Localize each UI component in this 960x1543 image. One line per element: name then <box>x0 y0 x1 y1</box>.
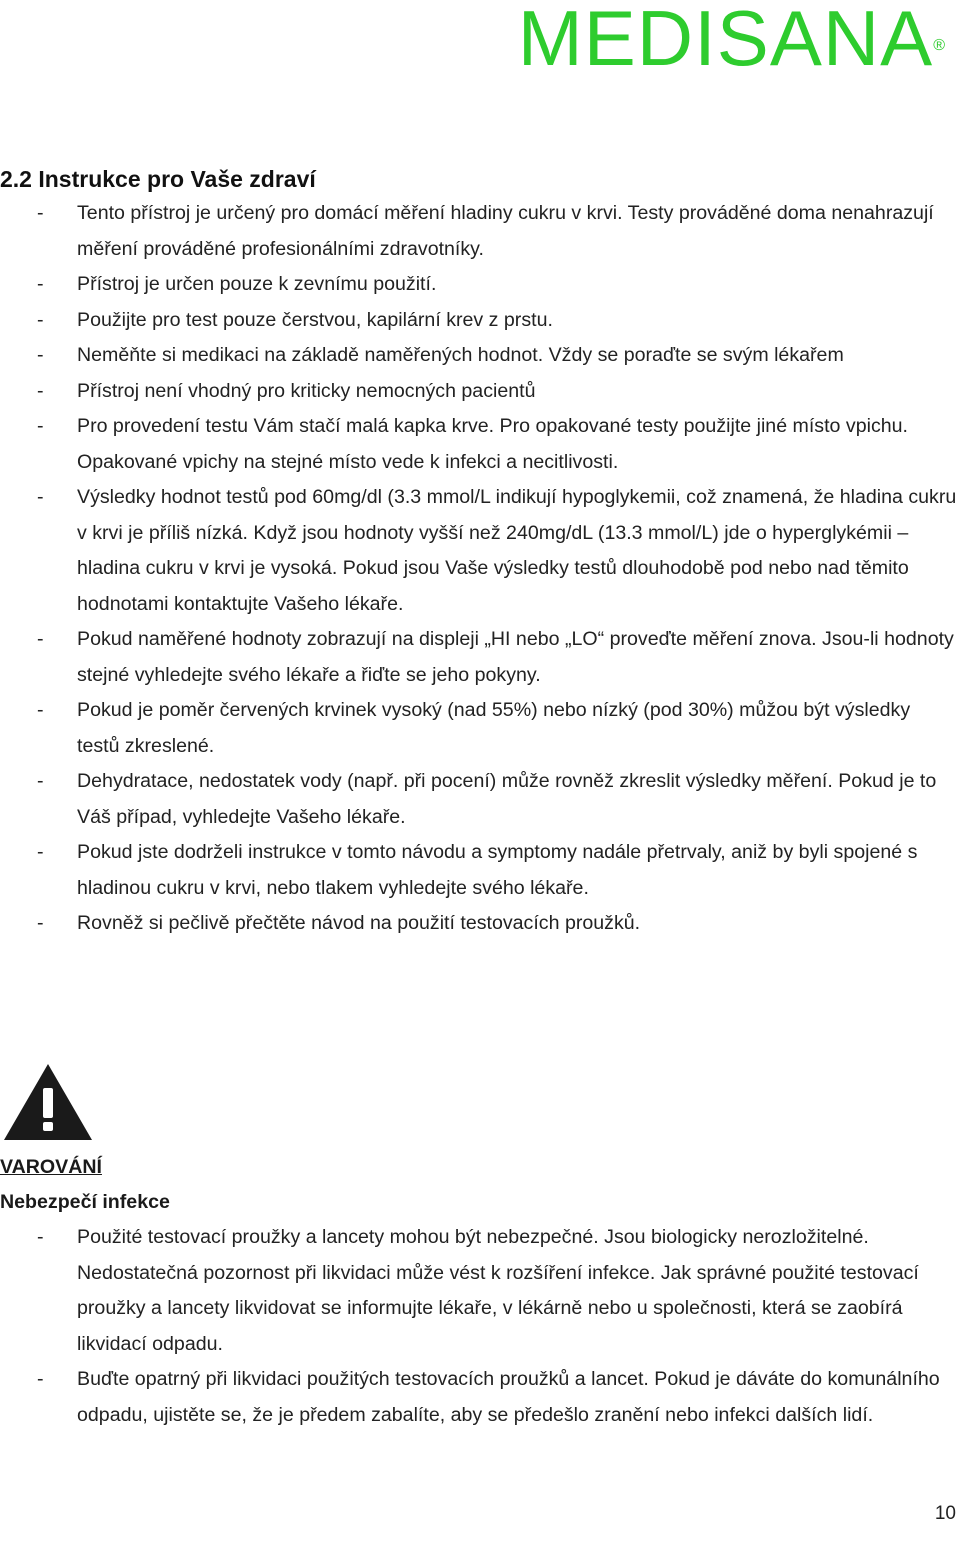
list-item: - Použité testovací proužky a lancety mohou být nebezpečné. Jsou biologicky nerozložitelné. Nedostatečná pozornost při likvidaci může vést k rozšíření infekce. Jak správné použité testovací proužky a lancety likvidovat se informujte lékaře, v lékárně nebo u společnosti, která se zaobírá likvidací odpadu. <box>37 1226 919 1355</box>
list-item: - Přístroj je určen pouze k zevnímu použití. <box>37 273 437 295</box>
instructions-list <box>0 196 960 942</box>
list-item: - Výsledky hodnot testů pod 60mg/dl (3.3 mmol/L indikují hypoglykemii, což znamená, že hladina cukru v krvi je příliš nízká. Když jsou hodnoty vyšší než 240mg/dL (13.3 mmol/L) jde o hyperglykémii – hladina cukru v krvi je vysoká. Pokud jsou Vaše výsledky testů dlouhodobě pod nebo nad těmito hodnotami kontaktujte Vašeho lékaře. <box>37 486 957 615</box>
health-instructions-section <box>0 162 960 942</box>
list-item: - Neměňte si medikaci na základě naměřených hodnot. Vždy se poraďte se svým lékařem <box>37 344 844 366</box>
list-item: - Pokud je poměr červených krvinek vysoký (nad 55%) nebo nízký (pod 30%) můžou být výsledky testů zkreslené. <box>37 699 911 757</box>
warning-list <box>0 1220 960 1433</box>
list-item: - Rovněž si pečlivě přečtěte návod na použití testovacích proužků. <box>37 912 641 934</box>
list-item: - Pro provedení testu Vám stačí malá kapka krve. Pro opakované testy použijte jiné místo vpichu. Opakované vpichy na stejné místo vede k infekci a necitlivosti. <box>37 415 908 473</box>
warning-title: VAROVÁNÍ <box>0 1156 102 1178</box>
list-item: - Tento přístroj je určený pro domácí měření hladiny cukru v krvi. Testy prováděné doma nenahrazují měření prováděné profesionálními zdravotníky. <box>37 202 934 260</box>
medisana-logo <box>517 0 946 82</box>
list-item: - Buďte opatrný při likvidaci použitých testovacích proužků a lancet. Pokud je dáváte do komunálního odpadu, ujistěte se, že je předem zabalíte, aby se předešlo zranění nebo infekci dalších lidí. <box>37 1368 940 1426</box>
list-item: - Pokud naměřené hodnoty zobrazují na displeji „HI nebo „LO“ proveďte měření znova. Jsou-li hodnoty stejné vyhledejte svého lékaře a řiďte se jeho pokyny. <box>37 628 954 686</box>
warning-section <box>0 1062 960 1433</box>
section-title: 2.2 Instrukce pro Vaše zdraví <box>0 166 316 192</box>
logo-registered-mark: ® <box>933 37 946 54</box>
warning-subtitle: Nebezpečí infekce <box>0 1191 170 1213</box>
page-number: 10 <box>934 1503 956 1524</box>
list-item: - Pokud jste dodrželi instrukce v tomto návodu a symptomy nadále přetrvaly, aniž by byli spojené s hladinou cukru v krvi, nebo tlakem vyhledejte svého lékaře. <box>37 841 918 899</box>
list-item: - Dehydratace, nedostatek vody (např. při pocení) může rovněž zkreslit výsledky měření. Pokud je to Váš případ, vyhledejte Vašeho lékaře. <box>37 770 937 828</box>
list-item: - Použijte pro test pouze čerstvou, kapilární krev z prstu. <box>37 308 553 331</box>
warning-triangle-icon <box>2 1062 94 1142</box>
list-item: - Přístroj není vhodný pro kriticky nemocných pacientů <box>37 379 536 402</box>
logo-text: MEDISANA <box>517 0 934 82</box>
